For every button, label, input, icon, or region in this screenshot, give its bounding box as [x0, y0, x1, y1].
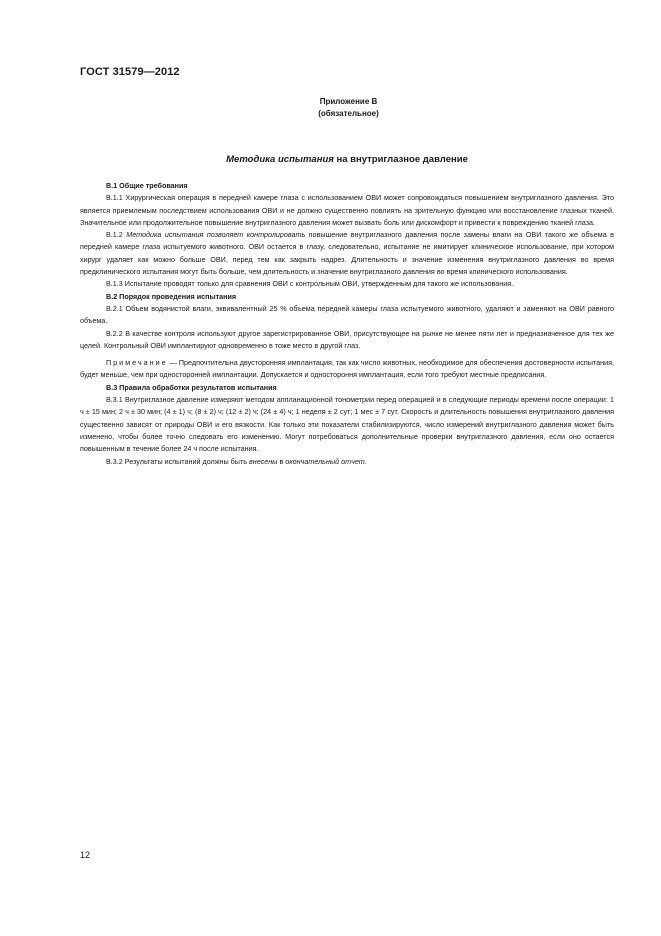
- paragraph-b3-2-mid: в: [277, 456, 286, 466]
- note-text: — Предпочтительна двусторонняя имплантация, так как число животных, необходимое для обеспечения достоверности испытания, будет меньше, чем при односторонней имплантации. Допускается и одностороння имплантация, если того требуют местные предписания.: [80, 358, 614, 380]
- document-code: ГОСТ 31579—2012: [80, 66, 180, 78]
- paragraph-b1-1: В.1.1 Хирургическая операция в передней камере глаза с использованием ОВИ может сопровождаться повышением внутриглазного давления. Это является приемлемым последствием использования ОВИ и не должно существенно повлиять на зрительную функцию или восстановление глазных тканей. Значительное или продолжительное повышение внутриглазного давления может вызвать боль или дискомфорт и привести к повреждению тканей глаза.: [80, 193, 614, 227]
- paragraph-b3-2-italic-2: окончательный отчет: [285, 456, 365, 466]
- annex-title-rest: на внутриглазное давление: [333, 154, 468, 165]
- document-body: [80, 180, 614, 468]
- annex-title: [80, 154, 614, 165]
- note: [80, 357, 614, 382]
- paragraph-b3-2-italic-1: внесены: [248, 456, 278, 466]
- paragraph-b3-2-end: .: [364, 456, 367, 466]
- paragraph-b2-2: В.2.2 В качестве контроля используют другое зарегистрированное ОВИ, присутствующее на рынке не менее пяти лет и предназначенное для тех же целей. Контрольный ОВИ имплантируют одновременно в тоже место в другой глаз.: [80, 328, 614, 350]
- section-heading-b2: В.2 Порядок проведения испытания: [106, 291, 237, 301]
- section-heading-b1: В.1 Общие требования: [106, 181, 188, 190]
- annex-heading: [0, 96, 661, 120]
- paragraph-b1-2-rest: повышение внутриглазного давления после замены влаги на ОВИ такого же объема в передней камере глаза испытуемого животного. ОВИ остается в глазу, следовательно, испытание не имитирует клиническое использование, при котором хирург удаляет как можно больше ОВИ, перед тем как закрыть надрез. Длительность и значение изменения внутриглазного давления во время предклинического испытания могут быть больше, чем длительность и значение внутриглазного давления во время клинического использования.: [80, 230, 614, 277]
- paragraph-b1-2: [80, 229, 614, 278]
- annex-label: Приложение В: [319, 97, 378, 106]
- paragraph-b3-2: [80, 456, 614, 468]
- page-number: 12: [80, 850, 91, 860]
- annex-title-italic: Методика испытания: [226, 154, 334, 165]
- annex-status: (обязательное): [318, 109, 379, 118]
- paragraph-b2-1: В.2.1 Объем водянистой влаги, эквивалентный 25 % объема передней камеры глаза испытуемого животного, удаляют и заменяют на ОВИ равного объема.: [80, 303, 614, 326]
- paragraph-b3-2-prefix: В.3.2 Результаты испытаний должны быть: [106, 456, 249, 466]
- section-heading-b3: В.3 Правила обработки результатов испытания: [106, 382, 277, 392]
- paragraph-b3-1: В.3.1 Внутриглазное давление измеряют методом аппланационной тонометрии перед операцией и в следующие периоды времени после операции: 1 ч ± 15 мин; 2 ч ± 30 мин; (4 ± 1) ч; (8 ± 2) ч; (12 ± 2) ч; (24 ± 4) ч; 1 неделя ± 2 сут; 1 мес ± 7 сут. Скорость и длительность повышения внутриглазного давления существенно зависят от природы ОВИ и его вязкости. Как только эти показатели стабилизируются, число измерений внутриглазного давления может быть изменено, чтобы более точно следовать его изменению. Могут потребоваться дополнительные проверки внутриглазного давления, если оно остается повышенным в течение более 24 ч после испытания.: [80, 395, 614, 454]
- paragraph-b1-3: В.1.3 Испытание проводят только для сравнения ОВИ с контрольным ОВИ, утвержденным для такого же использования.: [106, 279, 514, 289]
- paragraph-b1-2-prefix: В.1.2: [106, 230, 127, 240]
- paragraph-b1-2-italic: Методика испытания позволяет контролировать: [126, 230, 306, 240]
- note-label: Примечание: [106, 358, 168, 368]
